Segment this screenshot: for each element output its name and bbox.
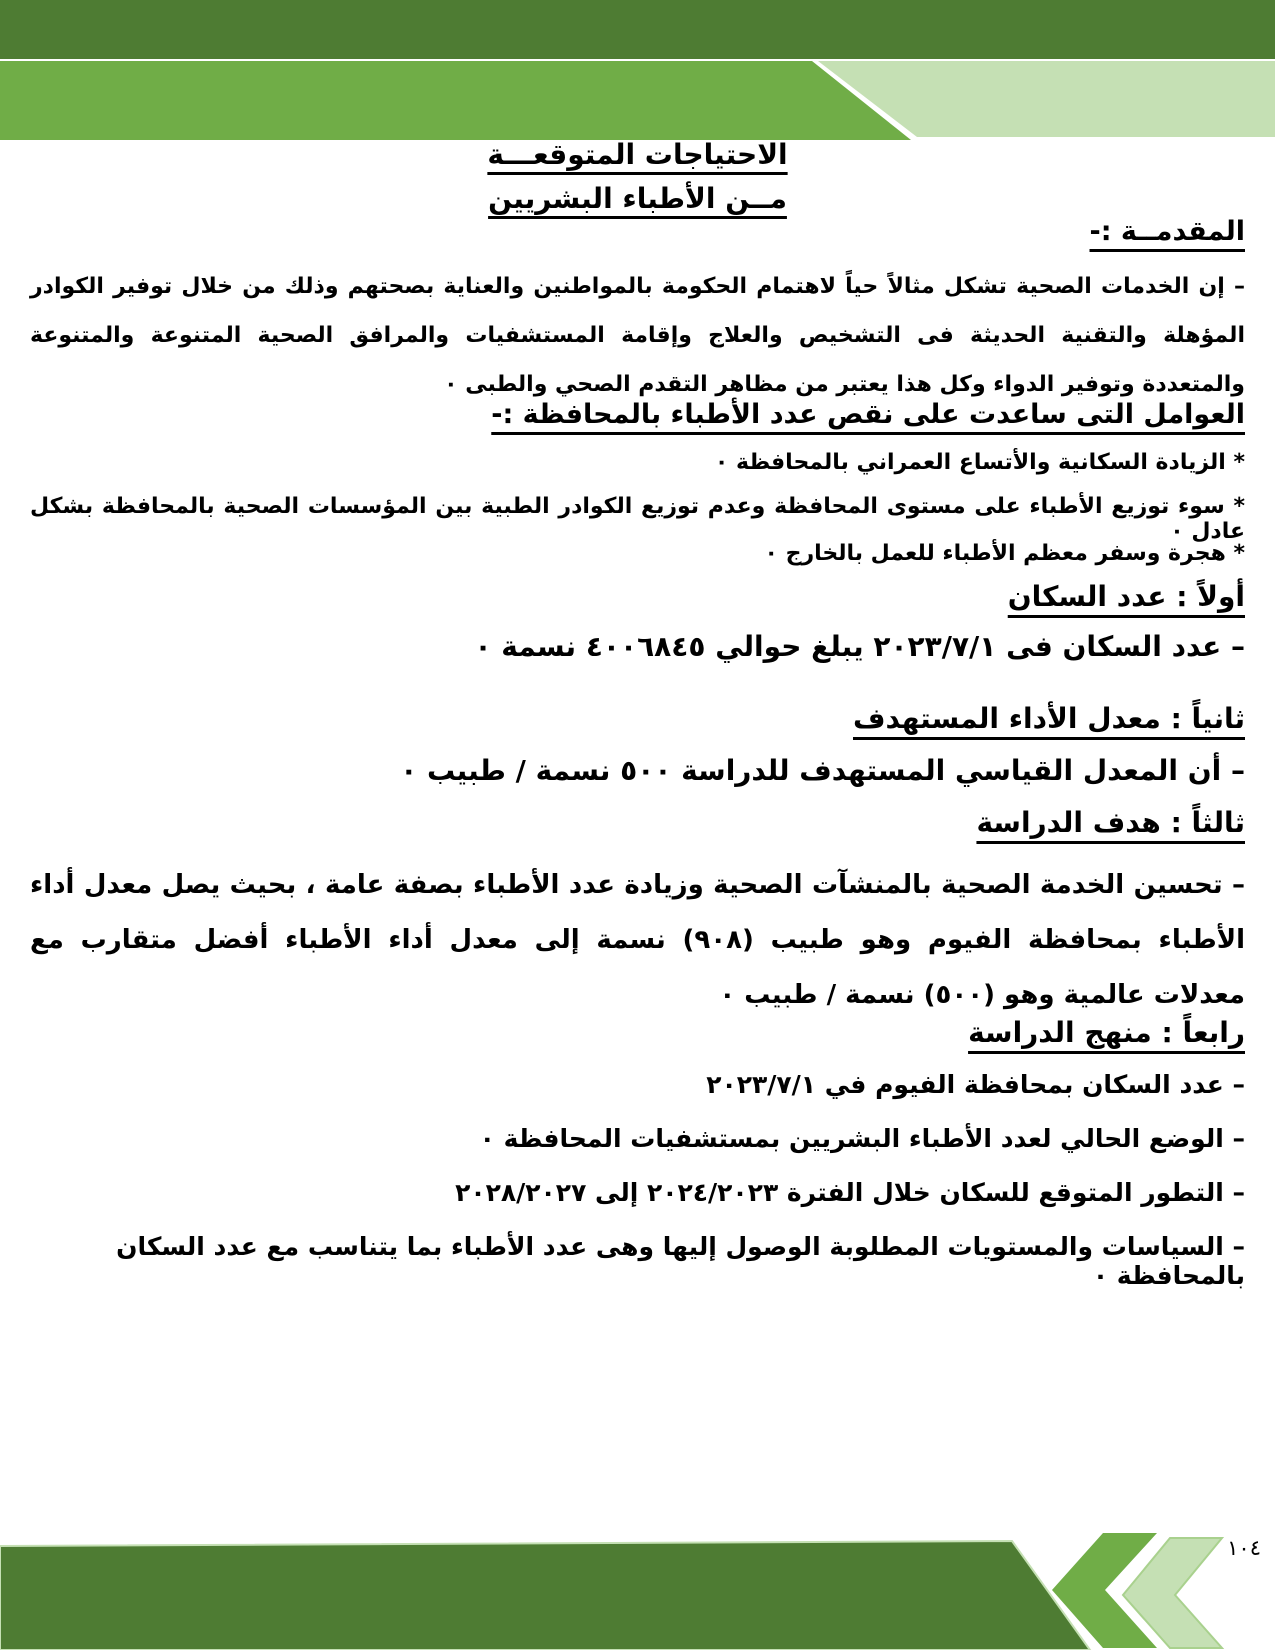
factors-bullet-1: * الزيادة السكانية والأتساع العمراني بالمحافظة ٠: [714, 450, 1245, 475]
section-fourth-heading: رابعاً : منهج الدراسة: [968, 1016, 1245, 1049]
intro-paragraph: – إن الخدمات الصحية تشكل مثالاً حياً لاهتمام الحكومة بالمواطنين والعناية بصحتهم وذلك من خلال توفير الكوادر المؤهلة والتقنية الحديثة فى التشخيص والعلاج وإقامة المستشفيات والمرافق الصحية المتنوعة والمتنوعة والمتعددة وتوفير الدواء وكل هذا يعتبر من مظاهر التقدم الصحي والطبى ٠: [30, 274, 1245, 397]
title-line-1: الاحتياجات المتوقعـــة: [487, 138, 788, 171]
population-count-line: – عدد السكان فى ٢٠٢٣/٧/١ يبلغ حوالي ٤٠٠٦٨٤٥ نسمة ٠: [474, 630, 1245, 663]
method-item-4: – السياسات والمستويات المطلوبة الوصول إليها وهى عدد الأطباء بما يتناسب مع عدد السكان بالمحافظة ٠: [116, 1232, 1245, 1290]
study-goal-paragraph: – تحسين الخدمة الصحية بالمنشآت الصحية وزيادة عدد الأطباء بصفة عامة ، بحيث يصل معدل أداء الأطباء بمحافظة الفيوم وهو طبيب (٩٠٨) نسمة إلى معدل أداء الأطباء أفضل متقارب مع معدلات عالمية وهو (٥٠٠) نسمة / طبيب ٠: [30, 870, 1245, 1010]
section-first-heading: أولاً : عدد السكان: [1007, 580, 1245, 613]
intro-heading: المقدمــة :-: [1089, 216, 1245, 247]
section-second-heading: ثانياً : معدل الأداء المستهدف: [853, 702, 1245, 735]
footer-band-dark: [0, 1541, 1090, 1650]
method-item-3: – التطور المتوقع للسكان خلال الفترة ٢٠٢٤/٢٠٢٣ إلى ٢٠٢٨/٢٠٢٧: [455, 1178, 1245, 1207]
document-body: [30, 0, 1245, 1650]
method-item-1: – عدد السكان بمحافظة الفيوم في ٢٠٢٣/٧/١: [706, 1070, 1245, 1099]
page-number: ١٠٤: [1227, 1536, 1261, 1560]
factors-heading: العوامل التى ساعدت على نقص عدد الأطباء بالمحافظة :-: [491, 399, 1245, 430]
target-rate-line: – أن المعدل القياسي المستهدف للدراسة ٥٠٠ نسمة / طبيب ٠: [400, 754, 1245, 787]
title-line-2: مــن الأطباء البشريين: [488, 182, 787, 215]
factors-bullet-3: * هجرة وسفر معظم الأطباء للعمل بالخارج ٠: [764, 541, 1245, 566]
section-third-heading: ثالثاً : هدف الدراسة: [976, 806, 1245, 839]
footer-banner: [0, 1530, 1275, 1650]
method-item-2: – الوضع الحالي لعدد الأطباء البشريين بمستشفيات المحافظة ٠: [479, 1124, 1245, 1153]
factors-bullet-2: * سوء توزيع الأطباء على مستوى المحافظة وعدم توزيع الكوادر الطبية بين المؤسسات الصحية بالمحافظة بشكل عادل ٠: [30, 494, 1245, 544]
